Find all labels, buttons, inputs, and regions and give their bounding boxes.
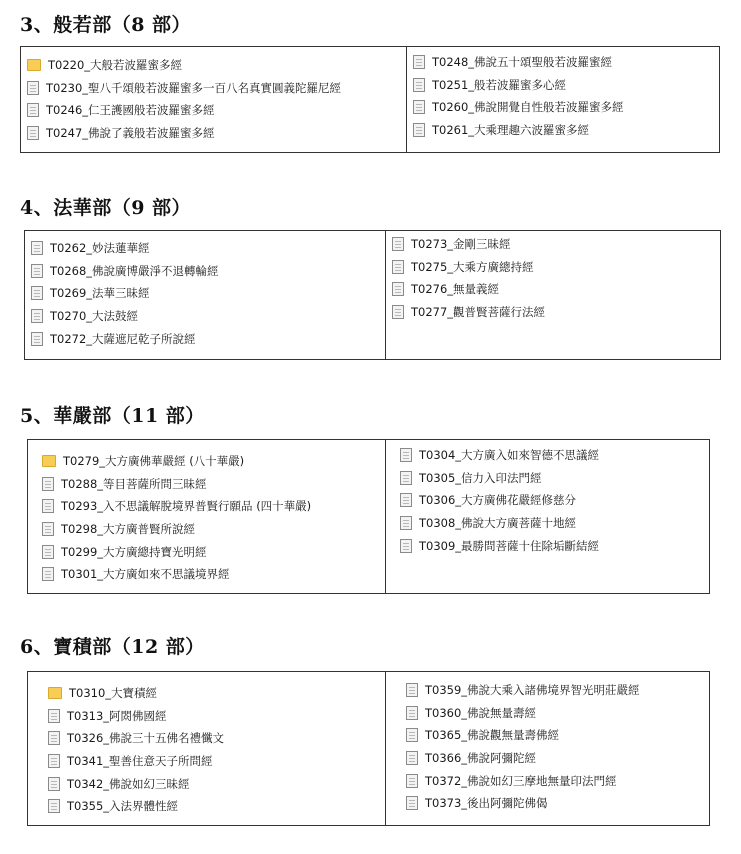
document-icon [48, 754, 60, 768]
file-list-item[interactable] [400, 489, 703, 512]
document-icon [27, 81, 39, 95]
file-list-item[interactable] [42, 473, 379, 496]
document-icon [392, 305, 404, 319]
document-icon [406, 796, 418, 810]
document-icon [31, 332, 43, 346]
file-list-item[interactable] [413, 74, 713, 97]
file-label: T0268_佛說廣博嚴淨不退轉輪經 [50, 263, 219, 278]
file-label: T0262_妙法蓮華經 [50, 241, 150, 256]
section-heading: 4、法華部（9 部） [20, 197, 192, 219]
file-list-item[interactable] [406, 702, 703, 725]
right-column [407, 47, 719, 152]
file-list-item[interactable] [392, 256, 714, 279]
file-list-item[interactable] [400, 512, 703, 535]
section-box [27, 439, 710, 594]
section-heading: 3、般若部（8 部） [20, 14, 192, 36]
right-column [386, 672, 709, 825]
file-label: T0269_法華三昧經 [50, 286, 150, 301]
file-list-item[interactable] [48, 772, 379, 795]
document-icon [413, 78, 425, 92]
file-label: T0305_信力入印法門經 [419, 470, 542, 485]
right-column [386, 231, 720, 359]
file-list-item[interactable] [42, 563, 379, 586]
file-label: T0366_佛說阿彌陀經 [425, 751, 537, 766]
file-list-item[interactable] [27, 77, 400, 100]
file-list-item[interactable] [48, 727, 379, 750]
file-list-item[interactable] [413, 51, 713, 74]
file-list-item[interactable] [31, 237, 379, 260]
document-icon [42, 499, 54, 513]
file-list-item[interactable] [400, 467, 703, 490]
file-label: T0341_聖善住意天子所問經 [67, 754, 213, 769]
file-label: T0360_佛說無量壽經 [425, 705, 537, 720]
file-list-item[interactable] [42, 495, 379, 518]
document-icon [31, 286, 43, 300]
document-icon [31, 309, 43, 323]
file-label: T0373_後出阿彌陀佛偈 [425, 796, 548, 811]
document-icon [413, 55, 425, 69]
file-label: T0298_大方廣普賢所說經 [61, 522, 196, 537]
file-list-item[interactable] [42, 450, 379, 473]
file-list-item[interactable] [400, 444, 703, 467]
document-icon [392, 260, 404, 274]
document-icon [406, 751, 418, 765]
file-list-item[interactable] [27, 54, 400, 77]
left-column [21, 47, 407, 152]
document-icon [31, 264, 43, 278]
file-list-item[interactable] [31, 305, 379, 328]
file-label: T0275_大乘方廣總持經 [411, 259, 534, 274]
document-icon [406, 774, 418, 788]
file-label: T0293_入不思議解脫境界普賢行願品 (四十華嚴) [61, 499, 312, 514]
document-icon [400, 493, 412, 507]
file-label: T0270_大法鼓經 [50, 309, 139, 324]
left-column [25, 231, 386, 359]
file-list-item[interactable] [31, 282, 379, 305]
file-label: T0342_佛說如幻三昧經 [67, 776, 190, 791]
section-heading: 6、寶積部（12 部） [20, 636, 205, 658]
left-column [28, 672, 386, 825]
file-list-item[interactable] [413, 119, 713, 142]
file-label: T0277_觀普賢菩薩行法經 [411, 305, 546, 320]
document-icon [400, 448, 412, 462]
document-icon [413, 100, 425, 114]
section-heading: 5、華嚴部（11 部） [20, 405, 205, 427]
file-label: T0230_聖八千頌般若波羅蜜多一百八名真實圓義陀羅尼經 [46, 80, 342, 95]
file-list-item[interactable] [42, 540, 379, 563]
document-icon [400, 516, 412, 530]
file-label: T0246_仁王護國般若波羅蜜多經 [46, 103, 215, 118]
document-icon [413, 123, 425, 137]
document-icon [400, 539, 412, 553]
file-label: T0309_最勝問菩薩十住除垢斷結經 [419, 538, 600, 553]
section-box [24, 230, 721, 360]
file-list-item[interactable] [406, 724, 703, 747]
folder-icon [48, 687, 62, 699]
document-icon [42, 522, 54, 536]
file-label: T0279_大方廣佛華嚴經 (八十華嚴) [63, 454, 245, 469]
document-icon [42, 567, 54, 581]
file-label: T0326_佛說三十五佛名禮懺文 [67, 731, 225, 746]
section-box [27, 671, 710, 826]
file-list-item[interactable] [400, 534, 703, 557]
file-list-item[interactable] [48, 682, 379, 705]
file-list-item[interactable] [392, 278, 714, 301]
file-label: T0248_佛說五十頌聖般若波羅蜜經 [432, 55, 613, 70]
document-icon [27, 126, 39, 140]
right-column [386, 440, 709, 593]
file-label: T0301_大方廣如來不思議境界經 [61, 567, 230, 582]
file-label: T0304_大方廣入如來智德不思議經 [419, 448, 600, 463]
file-list-item[interactable] [27, 122, 400, 145]
document-icon [31, 241, 43, 255]
file-label: T0261_大乘理趣六波羅蜜多經 [432, 123, 590, 138]
document-icon [400, 471, 412, 485]
file-list-item[interactable] [392, 301, 714, 324]
file-label: T0310_大寶積經 [69, 686, 158, 701]
folder-icon [42, 455, 56, 467]
file-list-item[interactable] [48, 705, 379, 728]
file-label: T0272_大薩遮尼乾子所說經 [50, 331, 196, 346]
file-label: T0308_佛說大方廣菩薩十地經 [419, 516, 577, 531]
document-icon [406, 706, 418, 720]
file-label: T0299_大方廣總持寶光明經 [61, 544, 207, 559]
document-icon [406, 683, 418, 697]
file-label: T0251_般若波羅蜜多心經 [432, 77, 567, 92]
folder-icon [27, 59, 41, 71]
section-box [20, 46, 720, 153]
file-list-item[interactable] [392, 233, 714, 256]
document-icon [48, 777, 60, 791]
file-label: T0276_無量義經 [411, 282, 500, 297]
file-label: T0359_佛說大乘入諸佛境界智光明莊嚴經 [425, 683, 640, 698]
document-icon [42, 545, 54, 559]
file-label: T0220_大般若波羅蜜多經 [48, 58, 183, 73]
file-label: T0355_入法界體性經 [67, 799, 179, 814]
file-list-item[interactable] [42, 518, 379, 541]
file-list-item[interactable] [406, 792, 703, 815]
file-label: T0260_佛說開覺自性般若波羅蜜多經 [432, 100, 624, 115]
file-label: T0306_大方廣佛花嚴經修慈分 [419, 493, 577, 508]
file-label: T0288_等目菩薩所問三昧經 [61, 476, 207, 491]
file-label: T0247_佛說了義般若波羅蜜多經 [46, 126, 215, 141]
document-icon [392, 282, 404, 296]
file-label: T0313_阿閦佛國經 [67, 708, 167, 723]
file-list-item[interactable] [406, 679, 703, 702]
file-list-item[interactable] [406, 747, 703, 770]
file-label: T0273_金剛三昧經 [411, 237, 511, 252]
document-icon [392, 237, 404, 251]
file-list-item[interactable] [31, 260, 379, 283]
file-list-item[interactable] [406, 769, 703, 792]
file-label: T0365_佛說觀無量壽佛經 [425, 728, 560, 743]
document-icon [406, 728, 418, 742]
file-list-item[interactable] [31, 327, 379, 350]
document-icon [48, 731, 60, 745]
file-list-item[interactable] [27, 99, 400, 122]
file-list-item[interactable] [48, 750, 379, 773]
document-icon [48, 709, 60, 723]
left-column [28, 440, 386, 593]
document-icon [27, 103, 39, 117]
file-list-item[interactable] [48, 795, 379, 818]
document-icon [48, 799, 60, 813]
file-label: T0372_佛說如幻三摩地無量印法門經 [425, 773, 617, 788]
file-list-item[interactable] [413, 96, 713, 119]
document-icon [42, 477, 54, 491]
